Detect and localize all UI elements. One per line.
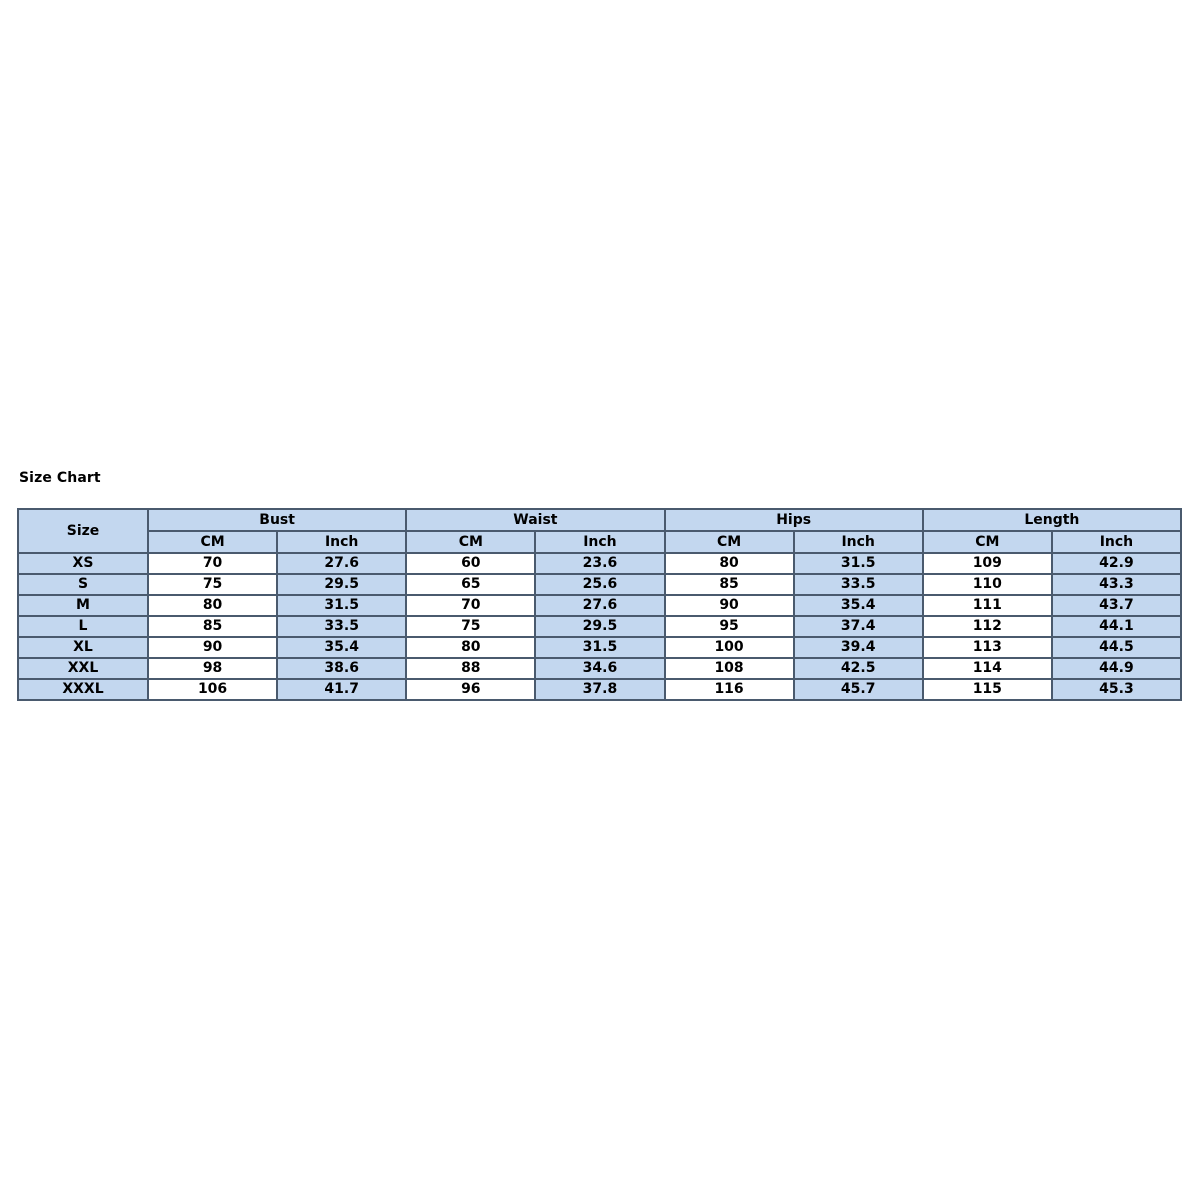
length-cm-value: 115	[923, 679, 1052, 700]
bust-cm-value: 98	[148, 658, 277, 679]
hips-inch-value: 31.5	[794, 553, 923, 574]
table-row	[18, 595, 1181, 616]
hips-inch-value: 35.4	[794, 595, 923, 616]
length-cm-value: 113	[923, 637, 1052, 658]
waist-inch-value: 23.6	[535, 553, 664, 574]
size-label: S	[18, 574, 148, 595]
table-body	[18, 553, 1181, 700]
length-cm-header: CM	[923, 531, 1052, 553]
hips-cm-value: 95	[665, 616, 794, 637]
hips-cm-value: 108	[665, 658, 794, 679]
length-inch-value: 44.1	[1052, 616, 1181, 637]
table-row	[18, 616, 1181, 637]
waist-inch-header: Inch	[535, 531, 664, 553]
unit-header-row	[18, 531, 1181, 553]
hips-group-header: Hips	[665, 509, 923, 531]
length-group-header: Length	[923, 509, 1181, 531]
hips-inch-value: 42.5	[794, 658, 923, 679]
length-cm-value: 112	[923, 616, 1052, 637]
waist-cm-value: 88	[406, 658, 535, 679]
hips-inch-header: Inch	[794, 531, 923, 553]
bust-cm-value: 70	[148, 553, 277, 574]
length-inch-value: 43.7	[1052, 595, 1181, 616]
bust-inch-value: 35.4	[277, 637, 406, 658]
length-inch-value: 42.9	[1052, 553, 1181, 574]
waist-inch-value: 25.6	[535, 574, 664, 595]
bust-inch-value: 41.7	[277, 679, 406, 700]
waist-cm-value: 65	[406, 574, 535, 595]
waist-group-header: Waist	[406, 509, 664, 531]
table-row	[18, 553, 1181, 574]
waist-inch-value: 29.5	[535, 616, 664, 637]
bust-inch-header: Inch	[277, 531, 406, 553]
length-inch-value: 44.9	[1052, 658, 1181, 679]
bust-cm-value: 90	[148, 637, 277, 658]
hips-cm-value: 100	[665, 637, 794, 658]
table-row	[18, 658, 1181, 679]
size-label: XXL	[18, 658, 148, 679]
group-header-row	[18, 509, 1181, 531]
table-row	[18, 574, 1181, 595]
bust-inch-value: 38.6	[277, 658, 406, 679]
waist-inch-value: 27.6	[535, 595, 664, 616]
bust-inch-value: 33.5	[277, 616, 406, 637]
length-cm-value: 111	[923, 595, 1052, 616]
table-header	[18, 509, 1181, 553]
bust-cm-header: CM	[148, 531, 277, 553]
bust-cm-value: 80	[148, 595, 277, 616]
hips-inch-value: 39.4	[794, 637, 923, 658]
length-cm-value: 114	[923, 658, 1052, 679]
waist-cm-value: 60	[406, 553, 535, 574]
length-inch-value: 43.3	[1052, 574, 1181, 595]
waist-cm-value: 80	[406, 637, 535, 658]
waist-inch-value: 37.8	[535, 679, 664, 700]
page-title: Size Chart	[19, 470, 101, 486]
waist-cm-value: 75	[406, 616, 535, 637]
length-inch-header: Inch	[1052, 531, 1181, 553]
size-label: L	[18, 616, 148, 637]
waist-cm-header: CM	[406, 531, 535, 553]
size-label: XL	[18, 637, 148, 658]
bust-cm-value: 75	[148, 574, 277, 595]
length-inch-value: 44.5	[1052, 637, 1181, 658]
size-column-header: Size	[18, 509, 148, 553]
bust-inch-value: 29.5	[277, 574, 406, 595]
table-row	[18, 679, 1181, 700]
size-label: XXXL	[18, 679, 148, 700]
waist-inch-value: 34.6	[535, 658, 664, 679]
hips-inch-value: 33.5	[794, 574, 923, 595]
size-label: M	[18, 595, 148, 616]
hips-cm-value: 116	[665, 679, 794, 700]
hips-cm-value: 85	[665, 574, 794, 595]
table-row	[18, 637, 1181, 658]
bust-cm-value: 85	[148, 616, 277, 637]
length-inch-value: 45.3	[1052, 679, 1181, 700]
bust-inch-value: 31.5	[277, 595, 406, 616]
bust-cm-value: 106	[148, 679, 277, 700]
hips-cm-value: 80	[665, 553, 794, 574]
hips-cm-value: 90	[665, 595, 794, 616]
size-label: XS	[18, 553, 148, 574]
bust-group-header: Bust	[148, 509, 406, 531]
hips-cm-header: CM	[665, 531, 794, 553]
waist-inch-value: 31.5	[535, 637, 664, 658]
waist-cm-value: 70	[406, 595, 535, 616]
hips-inch-value: 37.4	[794, 616, 923, 637]
length-cm-value: 110	[923, 574, 1052, 595]
length-cm-value: 109	[923, 553, 1052, 574]
size-chart-table	[17, 508, 1182, 701]
hips-inch-value: 45.7	[794, 679, 923, 700]
bust-inch-value: 27.6	[277, 553, 406, 574]
waist-cm-value: 96	[406, 679, 535, 700]
